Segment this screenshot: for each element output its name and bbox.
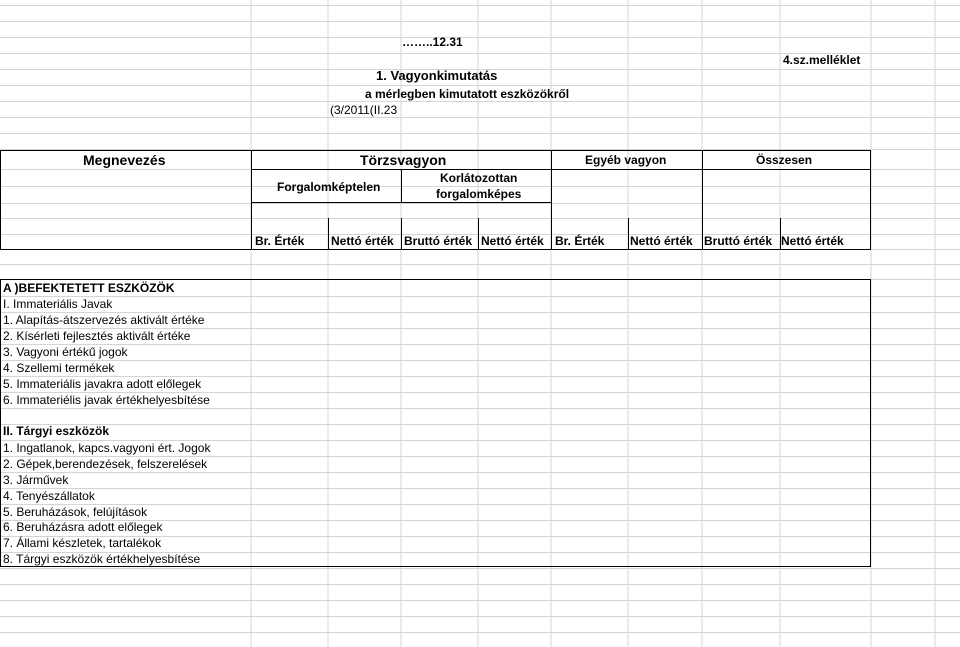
column-header-total: Összesen — [756, 153, 813, 167]
list-item: 5. Immateriális javakra adott előlegek — [3, 377, 202, 391]
list-item: 7. Állami készletek, tartalékok — [3, 536, 162, 550]
column-header-core-assets: Törzsvagyon — [360, 152, 447, 168]
list-item: 6. Beruházásra adott előlegek — [3, 520, 163, 534]
value-header: Bruttó érték — [404, 234, 473, 248]
appendix-label: 4.sz.melléklet — [783, 53, 861, 67]
value-header: Br. Érték — [255, 234, 305, 248]
list-item: 8. Tárgyi eszközök értékhelyesbítése — [3, 552, 201, 566]
list-item: 3. Járművek — [3, 473, 69, 487]
subsection-title-tangible: II. Tárgyi eszközök — [3, 424, 110, 438]
value-header: Nettó érték — [331, 234, 394, 248]
report-subtitle: a mérlegben kimutatott eszközökről — [365, 87, 570, 101]
column-header-limited-line2: forgalomképes — [436, 187, 522, 201]
column-header-non-marketable: Forgalomképtelen — [277, 180, 381, 194]
list-item: 3. Vagyoni értékű jogok — [3, 345, 128, 359]
value-header: Bruttó érték — [704, 234, 773, 248]
column-header-other-assets: Egyéb vagyon — [585, 153, 667, 167]
report-title: 1. Vagyonkimutatás — [376, 68, 498, 83]
value-header: Br. Érték — [555, 234, 605, 248]
list-item: 4. Tenyészállatok — [3, 489, 95, 503]
column-header-name: Megnevezés — [83, 152, 166, 168]
list-item: 2. Kísérleti fejlesztés aktivált értéke — [3, 329, 191, 343]
value-header: Nettó érték — [481, 234, 544, 248]
subsection-title-intangible: I. Immateriális Javak — [3, 297, 113, 311]
legal-reference: (3/2011(II.23 — [330, 103, 398, 117]
list-item: 1. Alapítás-átszervezés aktivált értéke — [3, 313, 205, 327]
list-item: 2. Gépek,berendezések, felszerelések — [3, 457, 208, 471]
column-header-limited-line1: Korlátozottan — [440, 171, 518, 185]
list-item: 1. Ingatlanok, kapcs.vagyoni ért. Jogok — [3, 441, 211, 455]
date-label: ……..12.31 — [402, 35, 463, 49]
value-header: Nettó érték — [630, 234, 693, 248]
section-title-fixed-assets: A )BEFEKTETETT ESZKÖZÖK — [3, 281, 175, 295]
list-item: 6. Immateriélis javak értékhelyesbítése — [3, 393, 210, 407]
list-item: 5. Beruházások, felújítások — [3, 505, 148, 519]
list-item: 4. Szellemi termékek — [3, 361, 115, 375]
value-header: Nettó érték — [781, 234, 844, 248]
